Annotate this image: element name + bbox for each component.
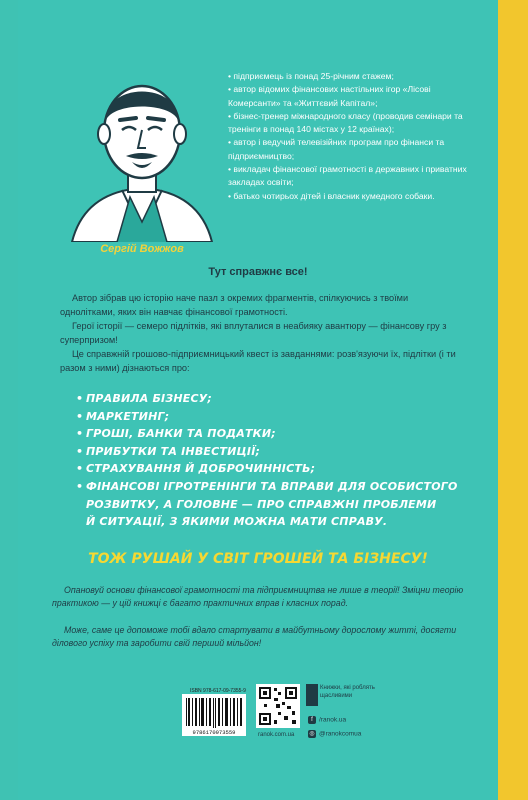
bio-item: • автор відомих фінансових настільних ігор «Лісові Комерсанти» та «Життєвий Капітал»; [228,83,468,110]
barcode-digits: 9786170973559 [192,729,236,736]
topic-text: МАРКЕТИНГ; [86,409,170,423]
topic-item: • ПРИБУТКИ ТА ІНВЕСТИЦІЇ; [76,444,261,458]
topic-text: Й СИТУАЦІЇ, З ЯКИМИ МОЖНА МАТИ СПРАВУ. [86,515,388,529]
facebook-icon: f [308,716,316,724]
topic-item-continued [76,496,476,514]
bio-item: • підприємець із понад 25-річним стажем; [228,70,468,83]
barcode [182,694,246,736]
topic-item: • ГРОШІ, БАНКИ ТА ПОДАТКИ; [76,427,276,441]
topic-text: ГРОШІ, БАНКИ ТА ПОДАТКИ; [86,427,276,441]
author-illustration [62,62,222,242]
facebook-link[interactable] [308,716,346,724]
publisher-logo-icon [306,684,318,706]
slogan: ТОЖ РУШАЙ У СВІТ ГРОШЕЙ ТА БІЗНЕСУ! [88,551,428,567]
intro-paragraph-2: Герої історії — семеро підлітків, які вплуталися в неабияку авантюру — фінансову гру з суперпризом! [60,321,447,345]
topic-text: ПРАВИЛА БІЗНЕСУ; [86,392,213,405]
intro-paragraph-3: Це справжній грошово-підприємницький квест із завданнями: розв'язуючи їх, підлітки (і ти разом з ними) дізнаються про: [60,349,456,373]
bio-item: • викладач фінансової грамотності в державних і приватних закладах освіти; [228,163,468,190]
bio-item: • батько чотирьох дітей і власник кумедного собаки. [228,190,468,203]
topic-item-continued [76,513,476,531]
author-bio-list [228,70,468,203]
publisher-site[interactable]: ranok.com.ua [258,732,295,738]
author-portrait [62,62,222,257]
headline: Тут справжнє все! [208,266,308,278]
qr-code[interactable] [256,684,300,728]
topics-list [76,390,476,531]
topic-text: СТРАХУВАННЯ Й ДОБРОЧИННІСТЬ; [86,462,316,476]
facebook-handle: /ranok.ua [319,716,347,724]
intro-paragraph-1: Автор зібрав цю історію наче пазл з окремих фрагментів, спілкуючись з твоїми однолітками, яких він навчає фінансової грамотності. [60,293,409,317]
closing-paragraph-2: Може, саме це допоможе тобі вдало стартувати в майбутньому дорослому житті, досягти ділового успіху та заробити свій перший мільйон! [52,625,457,649]
instagram-handle: @ranokcomua [319,730,362,738]
closing-paragraph-1: Опановуй основи фінансової грамотності та підприємництва не лише в теорії! Зміцни теорію практикою — у цій книжці є багато практичних вправ і класних порад. [52,585,464,609]
topic-text: ФІНАНСОВІ ІГРОТРЕНІНГИ ТА ВПРАВИ ДЛЯ ОСОБИСТОГО [86,479,458,493]
topic-item: • СТРАХУВАННЯ Й ДОБРОЧИННІСТЬ; [76,462,316,476]
instagram-link[interactable] [308,730,361,738]
author-name: Сергій Вожжов [100,243,184,255]
topic-item: • ФІНАНСОВІ ІГРОТРЕНІНГИ ТА ВПРАВИ ДЛЯ ОСОБИСТОГО [76,479,458,493]
topic-item: • ПРАВИЛА БІЗНЕСУ; [76,392,213,405]
topic-item: • МАРКЕТИНГ; [76,409,170,423]
bio-item: • бізнес-тренер міжнародного класу (проводив семінари та тренінги в понад 140 містах у 12 країнах); [228,110,468,137]
topic-text: РОЗВИТКУ, А ГОЛОВНЕ — ПРО СПРАВЖНІ ПРОБЛЕМИ [86,497,437,511]
topic-text: ПРИБУТКИ ТА ІНВЕСТИЦІЇ; [86,444,261,458]
instagram-icon: ◎ [309,731,315,737]
yellow-spine-edge [498,0,528,800]
bio-item: • автор і ведучий телевізійних програм про фінанси та підприємництво; [228,136,468,163]
publisher-tagline: Книжки, які роблять щасливими [320,685,375,699]
isbn-text: ISBN 978-617-09-7355-9 [190,688,246,694]
